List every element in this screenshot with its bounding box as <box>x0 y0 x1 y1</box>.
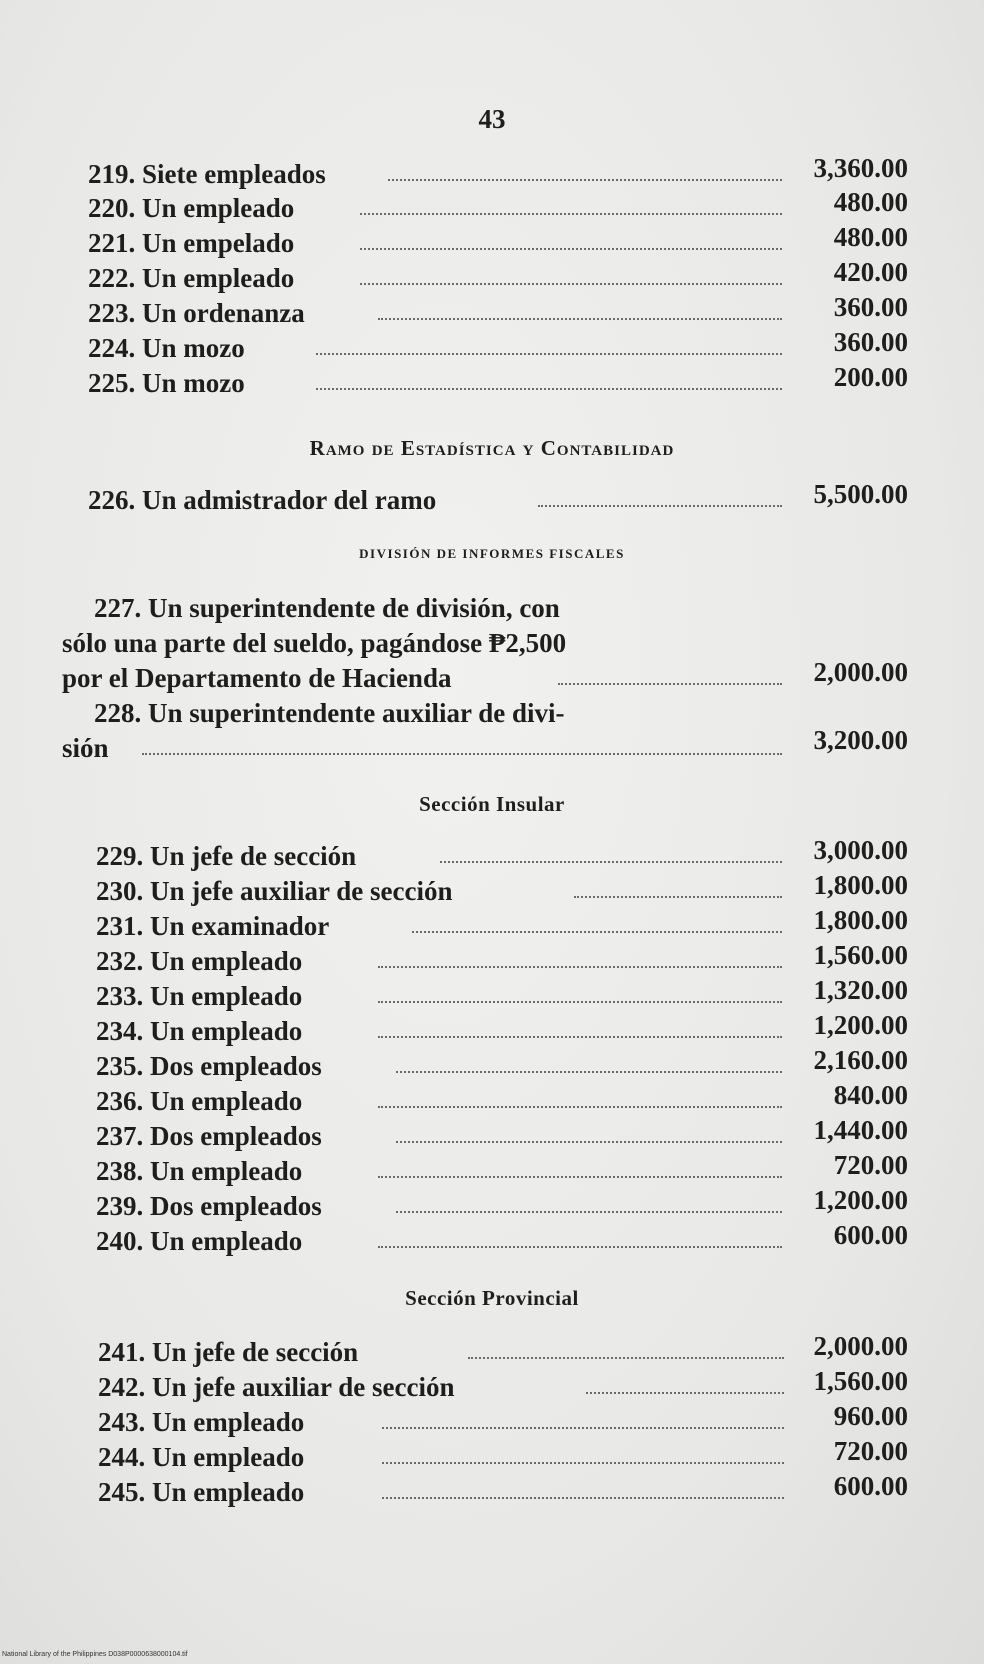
item-amount: 1,440.00 <box>813 1115 908 1145</box>
item-label: 235. Dos empleados <box>96 1051 322 1081</box>
list-item <box>96 870 908 908</box>
item-label: 236. Un empleado <box>96 1086 303 1116</box>
item-amount: 420.00 <box>833 257 908 287</box>
item-label: 241. Un jefe de sección <box>98 1337 359 1367</box>
list-item <box>96 905 908 943</box>
item-amount: 2,000.00 <box>813 1331 908 1361</box>
section-heading-estadistica: Ramo de Estadística y Contabilidad <box>309 436 675 460</box>
item-amount: 2,160.00 <box>813 1045 908 1075</box>
dot-leader <box>382 1462 784 1464</box>
dot-leader <box>574 896 782 898</box>
item-amount: 720.00 <box>833 1436 908 1466</box>
item-label: 223. Un ordenanza <box>88 298 305 328</box>
item-amount: 1,800.00 <box>813 905 908 935</box>
list-item <box>88 153 908 191</box>
item-label: 245. Un empleado <box>98 1477 305 1507</box>
item-amount: 840.00 <box>833 1080 908 1110</box>
dot-leader <box>316 353 782 355</box>
section-heading-provincial: Sección Provincial <box>405 1286 579 1310</box>
dot-leader <box>142 753 782 755</box>
item-amount: 200.00 <box>833 362 908 392</box>
item-amount: 3,000.00 <box>813 835 908 865</box>
item-label: 243. Un empleado <box>98 1407 305 1437</box>
item-228-leader-row <box>88 731 908 765</box>
item-label: 244. Un empleado <box>98 1442 305 1472</box>
list-item <box>96 1150 908 1188</box>
dot-leader <box>316 388 782 390</box>
page-number: 43 <box>478 104 506 134</box>
dot-leader <box>360 248 782 250</box>
dot-leader <box>378 1176 782 1178</box>
item-228-line-1: 228. Un superintendente auxiliar de divi- <box>94 698 565 728</box>
dot-leader <box>382 1497 784 1499</box>
item-label: 237. Dos empleados <box>96 1121 322 1151</box>
dot-leader <box>360 213 782 215</box>
item-label: 231. Un examinador <box>96 911 330 941</box>
list-item <box>98 1436 908 1474</box>
item-amount: 5,500.00 <box>813 479 908 509</box>
list-item <box>88 222 908 260</box>
dot-leader <box>378 1106 782 1108</box>
item-label: 225. Un mozo <box>88 368 245 398</box>
item-label: 234. Un empleado <box>96 1016 303 1046</box>
item-amount: 1,320.00 <box>813 975 908 1005</box>
item-label: 238. Un empleado <box>96 1156 303 1186</box>
item-label: 240. Un empleado <box>96 1226 303 1256</box>
list-item <box>96 1220 908 1258</box>
item-amount: 360.00 <box>833 327 908 357</box>
item-amount: 600.00 <box>833 1220 908 1250</box>
list-item <box>98 1471 908 1509</box>
dot-leader <box>396 1211 782 1213</box>
dot-leader <box>538 505 782 507</box>
list-item <box>98 1366 908 1404</box>
item-amount: 480.00 <box>833 222 908 252</box>
item-label: 230. Un jefe auxiliar de sección <box>96 876 453 906</box>
item-227-line-1: 227. Un superintendente de división, con <box>94 593 560 623</box>
list-item <box>88 292 908 330</box>
list-item <box>96 1185 908 1223</box>
dot-leader <box>412 931 782 933</box>
dot-leader <box>382 1427 784 1429</box>
item-label: 220. Un empleado <box>88 193 295 223</box>
item-label: 221. Un empelado <box>88 228 295 258</box>
item-amount: 3,360.00 <box>813 153 908 183</box>
item-label: 219. Siete empleados <box>88 159 326 189</box>
item-label: 224. Un mozo <box>88 333 245 363</box>
dot-leader <box>378 1036 782 1038</box>
item-227-leader-row <box>88 661 908 695</box>
item-amount: 1,560.00 <box>813 1366 908 1396</box>
item-amount: 600.00 <box>833 1471 908 1501</box>
list-item <box>96 1080 908 1118</box>
list-item <box>96 1010 908 1048</box>
dot-leader <box>440 861 782 863</box>
item-amount: 360.00 <box>833 292 908 322</box>
item-label: 222. Un empleado <box>88 263 295 293</box>
item-228-amount: 3,200.00 <box>813 725 908 755</box>
dot-leader <box>378 966 782 968</box>
dot-leader <box>378 1246 782 1248</box>
dot-leader <box>396 1141 782 1143</box>
list-item <box>88 327 908 365</box>
dot-leader <box>558 683 782 685</box>
item-label: 239. Dos empleados <box>96 1191 322 1221</box>
list-item <box>96 940 908 978</box>
item-227-line-3: por el Departamento de Hacienda <box>62 663 452 693</box>
section-heading-insular: Sección Insular <box>419 792 565 816</box>
list-item <box>98 1401 908 1439</box>
list-item <box>96 975 908 1013</box>
dot-leader <box>586 1392 784 1394</box>
list-item <box>88 479 908 517</box>
item-227-line-2: sólo una parte del sueldo, pagándose ₱2,500 <box>62 628 567 658</box>
item-amount: 960.00 <box>833 1401 908 1431</box>
item-amount: 1,560.00 <box>813 940 908 970</box>
dot-leader <box>360 283 782 285</box>
dot-leader <box>396 1071 782 1073</box>
dot-leader <box>388 179 782 181</box>
list-item <box>88 362 908 400</box>
item-228-line-2: sión <box>62 733 109 763</box>
dot-leader <box>468 1357 784 1359</box>
list-item <box>88 257 908 295</box>
item-227-amount: 2,000.00 <box>813 657 908 687</box>
item-amount: 480.00 <box>833 187 908 217</box>
item-label: 233. Un empleado <box>96 981 303 1011</box>
list-item <box>96 1045 908 1083</box>
list-item <box>88 187 908 225</box>
item-amount: 1,800.00 <box>813 870 908 900</box>
scan-footer: National Library of the Philippines D038P0000638000104.tif <box>2 1651 188 1658</box>
item-amount: 1,200.00 <box>813 1010 908 1040</box>
item-label: 226. Un admistrador del ramo <box>88 485 437 515</box>
list-item <box>98 1331 908 1369</box>
item-amount: 1,200.00 <box>813 1185 908 1215</box>
dot-leader <box>378 318 782 320</box>
item-label: 242. Un jefe auxiliar de sección <box>98 1372 455 1402</box>
list-item <box>96 835 908 873</box>
dot-leader <box>378 1001 782 1003</box>
item-amount: 720.00 <box>833 1150 908 1180</box>
list-item <box>96 1115 908 1153</box>
section-heading-division: DIVISIÓN DE INFORMES FISCALES <box>359 546 625 561</box>
item-label: 229. Un jefe de sección <box>96 841 357 871</box>
item-label: 232. Un empleado <box>96 946 303 976</box>
